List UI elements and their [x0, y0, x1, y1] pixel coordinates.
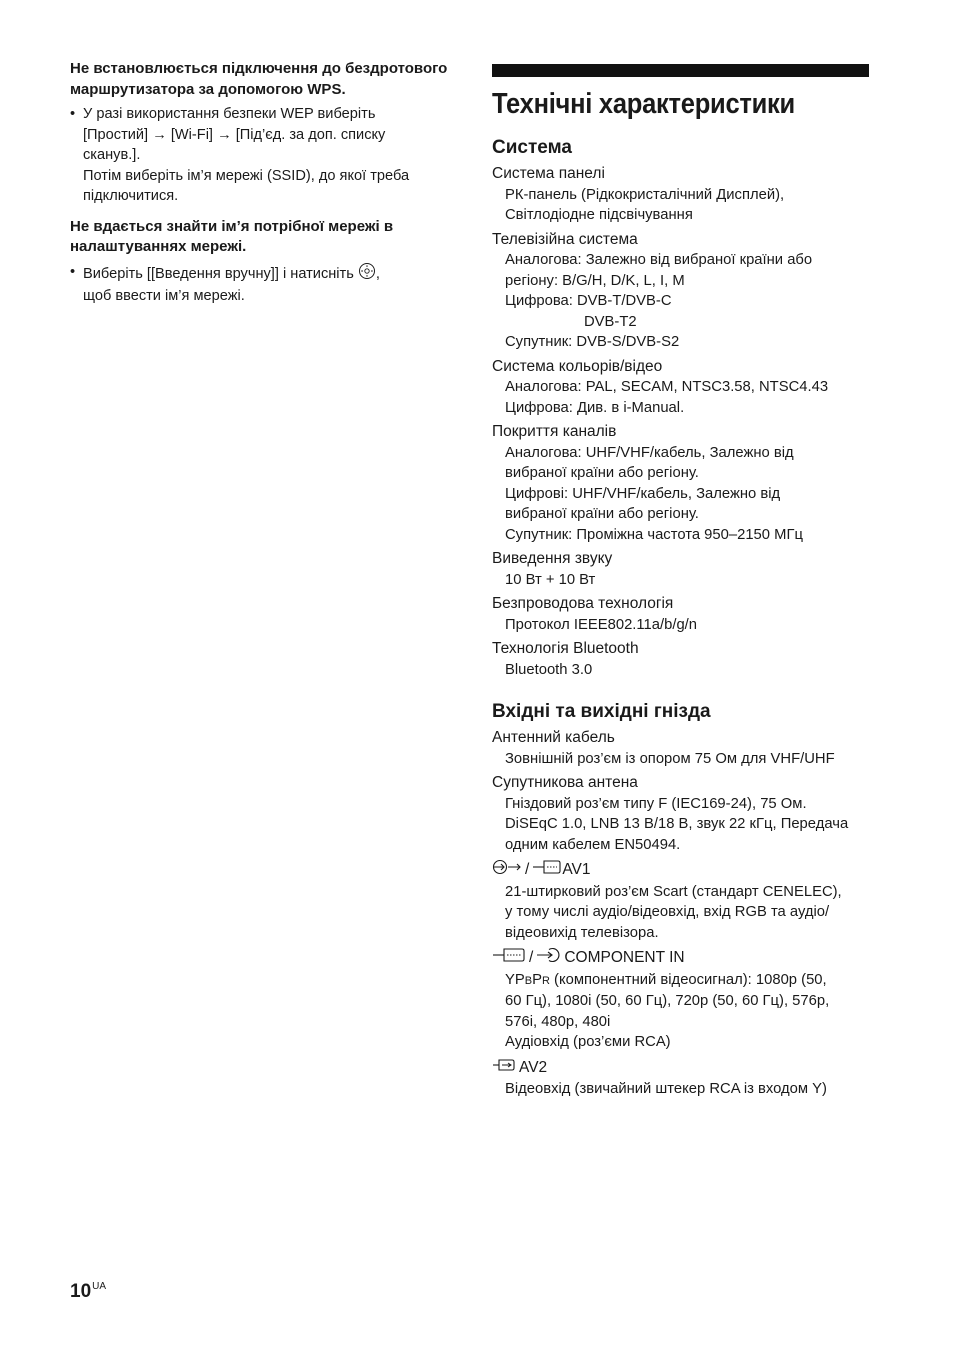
- spec-wireless: Безпроводова технологія Протокол IEEE802.11a/b/g/n: [492, 595, 698, 633]
- arrow-icon: →: [152, 126, 167, 143]
- bullet-mark: •: [70, 263, 76, 280]
- spec-tv-system: Телевізійна система Аналогова: Залежно від вибраної країни або регіону: B/G/H, D/K, L, I, M Цифрова: DVB-T/DVB-C DVB-T2 Супутник: DVB-S/DVB-S2: [492, 230, 813, 350]
- page-number: $10^{UA}$: [70, 1281, 107, 1302]
- spec-antenna: Антенний кабель Зовнішній роз’єм із опором 75 Ом для VHF/UHF: [492, 729, 835, 767]
- scart-output-icon: [532, 859, 562, 882]
- wps-issue-heading: Не встановлюється підключення до бездротового маршрутизатора за допомогою WPS.: [70, 60, 448, 98]
- spec-bluetooth: Технологія Bluetooth Bluetooth 3.0: [492, 640, 639, 678]
- spec-color-system: Система кольорів/відео Аналогова: PAL, SECAM, NTSC3.58, NTSC4.43 Цифрова: Див. в i-Manual.: [492, 357, 829, 416]
- spec-sound-output: Виведення звуку 10 Вт + 10 Вт: [492, 550, 613, 588]
- spec-component: / COMPONENT IN YPBPR (компонентний відеосигнал): 1080p (50, 60 Гц), 1080i (50, 60 Гц), 720p (50, 60 Гц), 576p, 576i, 480p, 480i Аудіовхід (роз’єми RCA): [492, 947, 872, 1053]
- spec-satellite: Супутникова антена Гніздовий роз’єм типу F (IEC169-24), 75 Ом. DiSEqC 1.0, LNB 13 В/18 В, звук 22 кГц, Передача одним кабелем EN50494.: [492, 774, 849, 853]
- video-input-icon: [492, 1057, 516, 1080]
- spec-av2: AV2 Відеовхід (звичайний штекер RCA із входом Y): [492, 1057, 872, 1100]
- system-heading: Система: [492, 137, 572, 158]
- section-rule: [492, 64, 869, 77]
- enter-button-icon: [358, 262, 376, 287]
- component-input-icon: [492, 947, 526, 970]
- language-code: UA: [92, 1281, 107, 1292]
- wps-solution-item: • У разі використання безпеки WEP виберіть [Простий] → [Wi-Fi] → [Під’єд. за доп. списку сканув.]. Потім виберіть ім’я мережі (SSID), до якої треба підключитися.: [70, 106, 410, 204]
- network-issue-heading: Не вдається знайти ім’я потрібної мережі в налаштуваннях мережі.: [70, 217, 394, 255]
- network-solution-item: • Виберіть [[Введення вручну]] і натисніть , щоб ввести ім’я мережі.: [70, 263, 380, 304]
- arrow-icon: →: [217, 126, 232, 143]
- troubleshooting-column: [70, 59, 450, 307]
- io-heading: Вхідні та вихідні гнізда: [492, 701, 711, 722]
- spec-av1: / AV1 21-штирковий роз’єм Scart (стандарт CENELEC), у тому числі аудіо/відеовхід, вхід RGB та аудіо/ відеовихід телевізора.: [492, 859, 872, 943]
- spec-channel-coverage: Покриття каналів Аналогова: UHF/VHF/кабель, Залежно від вибраної країни або регіону. Цифрові: UHF/VHF/кабель, Залежно від вибраної країни або регіону. Супутник: Проміжна частота 950–2150 МГц: [492, 423, 803, 543]
- specifications-column: [492, 64, 872, 1100]
- scart-inout-icon: [492, 859, 522, 882]
- page-title: Технічні характеристики: [492, 88, 795, 120]
- spec-panel: Система панелі РК-панель (Рідкокристалічний Дисплей), Світлодіодне підсвічування: [492, 165, 785, 223]
- audio-input-icon: [536, 947, 560, 970]
- bullet-mark: •: [70, 106, 76, 122]
